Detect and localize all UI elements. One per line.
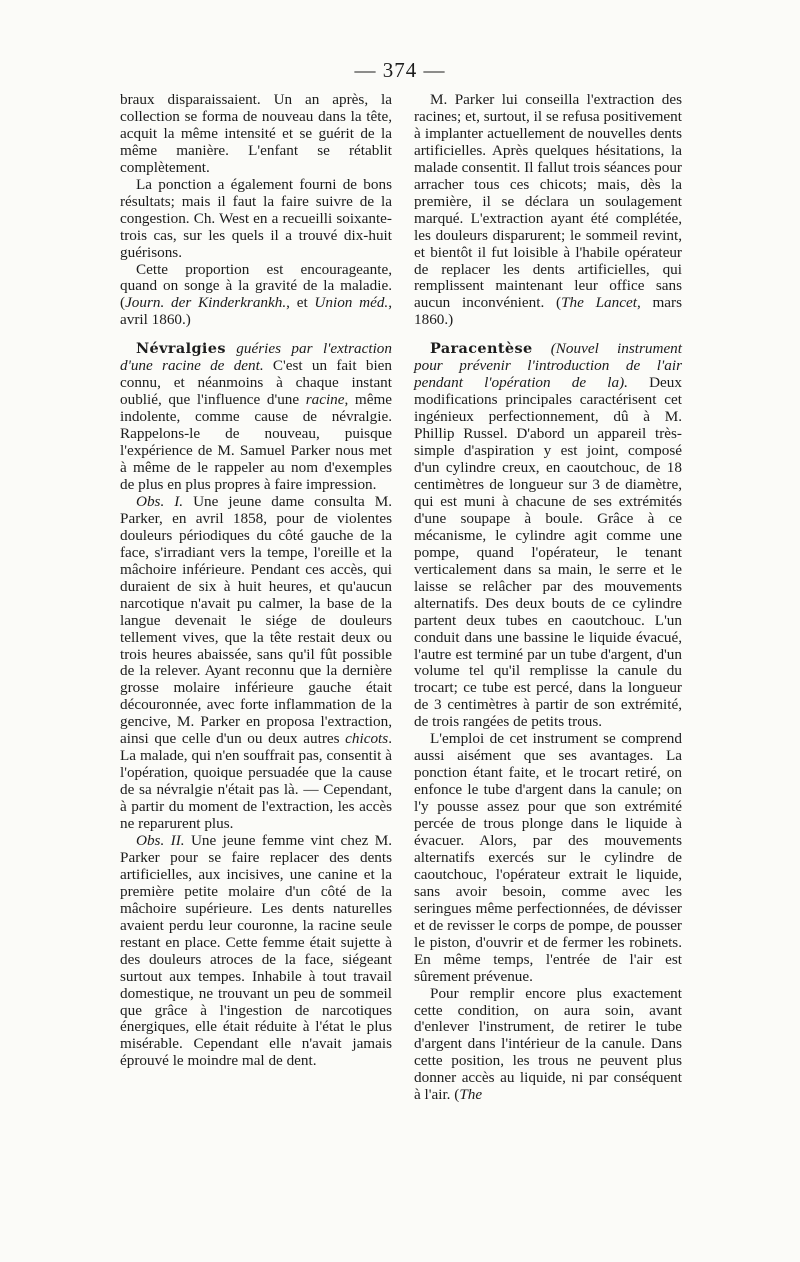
right-column	[414, 92, 682, 1104]
paragraph	[414, 92, 682, 329]
paragraph	[414, 986, 682, 1105]
citation: The	[459, 1086, 483, 1104]
section-subtitle: (Nouvel instrument pour prévenir l'introduction de l'air pendant l'opération de la).	[414, 340, 682, 392]
section-heading: Névralgies	[136, 340, 226, 358]
text: , même indolente, comme cause de névralgie. Rappelons-le de nouveau, puisque l'expérience de M. Samuel Parker nous met à même de le rappeler au nom d'exemples de plus en plus propres à faire impression.	[120, 391, 392, 493]
left-column	[120, 92, 392, 1070]
text: Une jeune dame consulta M. Parker, en avril 1858, pour de violentes douleurs périodiques du côté gauche de la face, s'irradiant vers la tempe, l'oreille et la mâchoire inférieure. Pendant ces accès, qui duraient de six à huit heures, et qu'aucun narcotique n'avait pu calmer, la base de la langue devenait le siége de douleurs tellement vives, que la tête restait deux ou trois heures abaissée, sans qu'il fût possible de la relever. Ayant reconnu que la dernière grosse molaire inférieure gauche était découronnée, avec forte inflammation de la gencive, M. Parker en proposa l'extraction, ainsi que celle d'un ou deux autres	[120, 492, 393, 748]
section-paragraph	[120, 341, 392, 494]
emphasis: chicots	[345, 730, 389, 748]
citation: Journ. der Kinderkrankh.	[125, 294, 287, 312]
text: M. Parker lui conseilla l'extraction des racines; et, surtout, il se refusa positivement à implanter actuellement de nouvelles dents artificielles. Après quelques hésitations, la malade consentit. Il fallut trois séances pour arracher tous ces chicots; mais, dès la première, il se déclara un soulagement marqué. L'extraction ayant été complétée, les douleurs disparurent; le sommeil revint, et bientôt il fut loisible à l'habile opérateur de replacer les dents artificielles, qui remplissent maintenant leur office sans aucun inconvénient. (	[414, 91, 682, 312]
paragraph: L'emploi de cet instrument se comprend aussi aisément que ses avantages. La ponction étant faite, et le trocart retiré, on enfonce le tube d'argent dans la canule; on l'y pousse assez pour que son extrémité percée de trous plonge dans le liquide à évacuer. Alors, par des mouvements alternatifs exercés sur le cylindre de caoutchouc, l'opérateur extrait le liquide, sans avoir besoin, comme avec les seringues même perfectionnées, de dévisser et de revisser le corps de pompe, de pousser le piston, d'ouvrir et de fermer les robinets. En même temps, l'entrée de l'air est sûrement prévenue.	[414, 730, 682, 985]
page-number: — 374 —	[354, 58, 446, 82]
observation-paragraph	[120, 833, 392, 1070]
observation-paragraph	[120, 494, 392, 833]
text: C'est un fait bien connu, et néanmoins à chaque instant oublié, que l'influence d'une	[120, 357, 393, 409]
text: Cette proportion est encourageante, quand on songe à la gravité de la maladie. (	[120, 260, 392, 312]
citation: The Lancet	[561, 294, 637, 312]
text: Une jeune femme vint chez M. Parker pour se faire replacer des dents artificielles, aux incisives, une canine et la première petite molaire d'un côté de la mâchoire supérieure. Les dents naturelles avaient perdu leur couronne, la racine seule restant en place. Cette femme était sujette à des douleurs atroces de la face, siégeant surtout aux tempes. Inhabile à tout travail domestique, ne trouvant un peu de sommeil que grâce à l'ingestion de narcotiques énergiques, elle était réduite à l'état le plus misérable. Cependant elle n'avait jamais éprouvé le moindre mal de dent.	[120, 831, 393, 1070]
text: , et	[286, 294, 315, 312]
section-subtitle: guéries par l'extraction d'une racine de dent.	[120, 340, 392, 375]
citation: Union méd.	[314, 294, 389, 312]
text: , mars 1860.)	[414, 294, 683, 329]
text: Pour remplir encore plus exactement cette condition, on aura soin, avant d'enlever l'instrument, de retirer le tube d'argent dans l'intérieur de la canule. Dans cette position, les trous ne peuvent plus donner accès au liquide, ni par conséquent à l'air. (	[414, 984, 682, 1104]
text: Deux modifications principales caractérisent cet ingénieux perfectionnement, dû à M. Phillip Russel. D'abord un appareil très-simple d'aspiration y est joint, composé d'un cylindre creux, en caoutchouc, de 18 centimètres de longueur sur 3 de diamètre, qui est muni à chacune de ses extrémités d'une soupape à boule. Grâce à ce mécanisme, le cylindre agit comme une pompe, quand l'opérateur, le tenant verticalement dans sa main, le serre et le laisse se relâcher par des mouvements alternatifs. Des deux bouts de ce cylindre partent deux tubes en caoutchouc. L'un conduit dans une bassine le liquide évacué, l'autre est terminé par un tube d'argent, d'un volume tel qu'il remplisse la canule du trocart; ce tube est percé, dans la longueur de 3 centimètres à partir de son extrémité, de trois rangées de petits trous.	[414, 374, 682, 731]
paragraph: La ponction a également fourni de bons résultats; mais il faut la faire suivre de la congestion. Ch. West en a recueilli soixante-trois cas, sur les quels il a trouvé dix-huit guérisons.	[120, 175, 392, 261]
text: , avril 1860.)	[120, 294, 393, 329]
section-heading: Paracentèse	[430, 340, 533, 358]
section-paragraph	[414, 341, 682, 731]
observation-label: Obs. II.	[136, 831, 185, 849]
paragraph: braux disparaissaient. Un an après, la collection se forma de nouveau dans la tête, acquit la même intensité et se guérit de la même manière. L'enfant se rétablit complètement.	[120, 91, 392, 176]
text: . La malade, qui n'en souffrait pas, consentit à l'opération, quoique persuadée que la cause de sa névralgie n'était pas là. — Cependant, à partir du moment de l'extraction, les accès ne reparurent plus.	[120, 730, 392, 833]
emphasis: racine	[305, 391, 345, 409]
observation-label: Obs. I.	[136, 492, 184, 510]
paragraph	[120, 262, 392, 330]
